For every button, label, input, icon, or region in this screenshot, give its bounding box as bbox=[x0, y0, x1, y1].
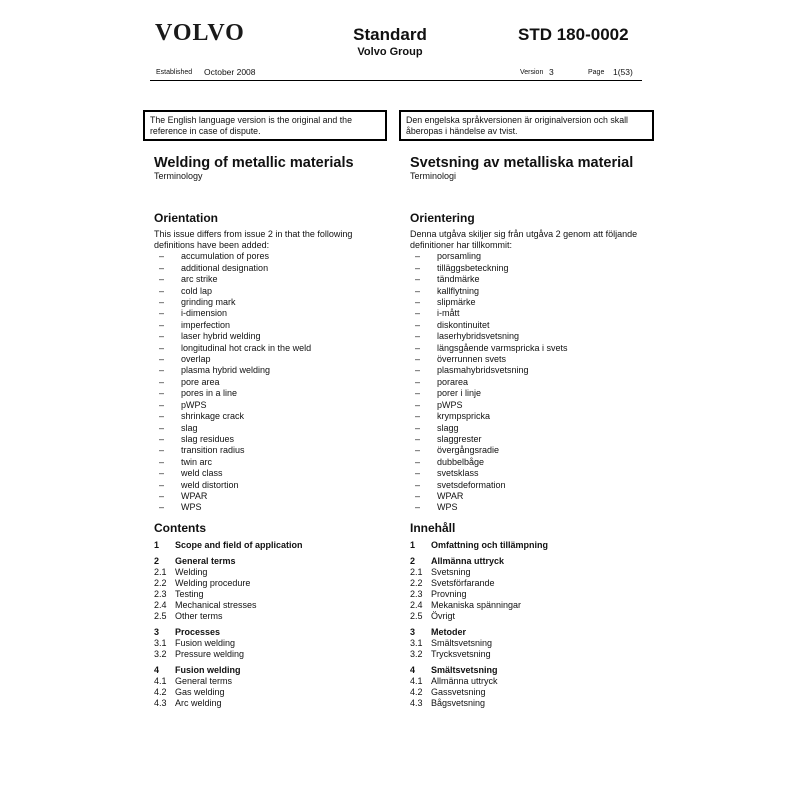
toc-section bbox=[410, 665, 650, 676]
term-list-item: – pWPS bbox=[410, 400, 650, 411]
toc-subsection bbox=[410, 687, 650, 698]
notice-box-en bbox=[143, 110, 387, 141]
term-list-item: – twin arc bbox=[154, 457, 394, 468]
toc-number: 2.4 bbox=[410, 599, 423, 610]
toc-number: 4.1 bbox=[410, 675, 423, 686]
table-of-contents-sv bbox=[410, 540, 650, 709]
orientation-text-sv: Denna utgåva skiljer sig från utgåva 2 genom att följande definitioner har tillkommit: bbox=[410, 229, 638, 251]
toc-number: 2.2 bbox=[410, 577, 423, 588]
orientation-heading-sv: Orientering bbox=[410, 211, 475, 225]
toc-label: Provning bbox=[431, 588, 467, 599]
term-list-item: – additional designation bbox=[154, 263, 394, 274]
toc-label: Gassvetsning bbox=[431, 686, 486, 697]
term-list-item: – grinding mark bbox=[154, 297, 394, 308]
page-label: Page bbox=[588, 69, 605, 76]
toc-label: Processes bbox=[175, 626, 221, 637]
toc-subsection bbox=[154, 589, 394, 600]
added-terms-list bbox=[154, 251, 394, 513]
toc-subsection bbox=[154, 676, 394, 687]
table-of-contents bbox=[154, 540, 394, 709]
term-list-item: – porer i linje bbox=[410, 388, 650, 399]
toc-label: Arc welding bbox=[175, 697, 222, 708]
toc-section bbox=[154, 556, 394, 567]
orientation-text: This issue differs from issue 2 in that the following definitions have been added: bbox=[154, 229, 353, 251]
document-title: Welding of metallic materials bbox=[154, 155, 354, 171]
toc-subsection bbox=[154, 567, 394, 578]
term-list-item: – shrinkage crack bbox=[154, 411, 394, 422]
toc-label: Welding procedure bbox=[175, 577, 251, 588]
page-value: 1(53) bbox=[613, 67, 633, 77]
term-list-item: – accumulation of pores bbox=[154, 251, 394, 262]
term-list-item: – pore area bbox=[154, 377, 394, 388]
term-list-item: – cold lap bbox=[154, 286, 394, 297]
toc-number: 2 bbox=[154, 555, 160, 566]
toc-label: Other terms bbox=[175, 610, 223, 621]
toc-label: Fusion welding bbox=[175, 637, 236, 648]
toc-section bbox=[154, 627, 394, 638]
term-list-item: – svetsdeformation bbox=[410, 480, 650, 491]
toc-number: 4.2 bbox=[410, 686, 423, 697]
toc-subsection bbox=[410, 600, 650, 611]
header-divider bbox=[150, 80, 642, 81]
toc-label: Gas welding bbox=[175, 686, 225, 697]
toc-number: 4.2 bbox=[154, 686, 167, 697]
toc-label: Trycksvetsning bbox=[431, 648, 491, 659]
toc-number: 3.1 bbox=[154, 637, 167, 648]
toc-label: Svetsning bbox=[431, 566, 471, 577]
term-list-item: – slagg bbox=[410, 423, 650, 434]
term-list-item: – imperfection bbox=[154, 320, 394, 331]
toc-label: Scope and field of application bbox=[175, 539, 303, 550]
term-list-item: – arc strike bbox=[154, 274, 394, 285]
term-list-item: – i-mått bbox=[410, 308, 650, 319]
toc-number: 3.2 bbox=[154, 648, 167, 659]
term-list-item: – tändmärke bbox=[410, 274, 650, 285]
toc-number: 3.2 bbox=[410, 648, 423, 659]
toc-number: 2.3 bbox=[154, 588, 167, 599]
toc-label: Pressure welding bbox=[175, 648, 245, 659]
toc-number: 3 bbox=[154, 626, 160, 637]
toc-number: 2.3 bbox=[410, 588, 423, 599]
toc-number: 2.5 bbox=[154, 610, 167, 621]
toc-subsection bbox=[410, 578, 650, 589]
term-list-item: – slag residues bbox=[154, 434, 394, 445]
toc-number: 2 bbox=[410, 555, 416, 566]
toc-subsection bbox=[154, 638, 394, 649]
document-subtitle: Terminology bbox=[154, 171, 203, 181]
term-list-item: – WPAR bbox=[154, 491, 394, 502]
toc-number: 4.1 bbox=[154, 675, 167, 686]
term-list-item: – diskontinuitet bbox=[410, 320, 650, 331]
toc-subsection bbox=[410, 676, 650, 687]
term-list-item: – WPS bbox=[154, 502, 394, 513]
toc-number: 3 bbox=[410, 626, 416, 637]
volvo-logo: VOLVO bbox=[155, 20, 245, 46]
toc-label: General terms bbox=[175, 675, 233, 686]
term-list-item: – WPS bbox=[410, 502, 650, 513]
term-list-item: – slaggrester bbox=[410, 434, 650, 445]
toc-number: 4.3 bbox=[154, 697, 167, 708]
established-label: Established bbox=[156, 69, 193, 76]
toc-subsection bbox=[410, 567, 650, 578]
toc-number: 1 bbox=[154, 539, 160, 550]
term-list-item: – plasmahybridsvetsning bbox=[410, 365, 650, 376]
notice-text-sv: Den engelska språkversionen är originalversion och skall åberopas i händelse av tvist. bbox=[406, 115, 628, 136]
term-list-item: – i-dimension bbox=[154, 308, 394, 319]
term-list-item: – weld distortion bbox=[154, 480, 394, 491]
toc-section bbox=[410, 627, 650, 638]
toc-label: Övrigt bbox=[431, 610, 456, 621]
term-list-item: – överrunnen svets bbox=[410, 354, 650, 365]
toc-subsection bbox=[410, 589, 650, 600]
term-list-item: – WPAR bbox=[410, 491, 650, 502]
toc-number: 2.1 bbox=[410, 566, 423, 577]
toc-label: Welding bbox=[175, 566, 208, 577]
term-list-item: – transition radius bbox=[154, 445, 394, 456]
document-type: Standard bbox=[353, 25, 427, 44]
term-list-item: – tilläggsbeteckning bbox=[410, 263, 650, 274]
toc-subsection bbox=[410, 649, 650, 660]
contents-heading-sv: Innehåll bbox=[410, 520, 456, 535]
term-list-item: – svetsklass bbox=[410, 468, 650, 479]
toc-number: 2.2 bbox=[154, 577, 167, 588]
term-list-item: – laser hybrid welding bbox=[154, 331, 394, 342]
toc-subsection bbox=[154, 578, 394, 589]
document-subtitle-sv: Terminologi bbox=[410, 171, 457, 181]
added-terms-list-sv bbox=[410, 251, 650, 513]
term-list-item: – pWPS bbox=[154, 400, 394, 411]
toc-number: 3.1 bbox=[410, 637, 423, 648]
toc-subsection bbox=[154, 611, 394, 622]
orientation-heading: Orientation bbox=[154, 211, 219, 225]
notice-text-en: The English language version is the original and the reference in case of dispute. bbox=[150, 115, 352, 136]
established-date: October 2008 bbox=[204, 67, 256, 77]
term-list-item: – krympspricka bbox=[410, 411, 650, 422]
toc-subsection bbox=[154, 698, 394, 709]
document-title-sv: Svetsning av metalliska material bbox=[410, 155, 634, 171]
toc-label: Allmänna uttryck bbox=[431, 555, 505, 566]
toc-subsection bbox=[410, 638, 650, 649]
document-number: STD 180-0002 bbox=[518, 25, 629, 44]
term-list-item: – dubbelbåge bbox=[410, 457, 650, 468]
toc-number: 1 bbox=[410, 539, 416, 550]
term-list-item: – kallflytning bbox=[410, 286, 650, 297]
term-list-item: – övergångsradie bbox=[410, 445, 650, 456]
toc-subsection bbox=[410, 611, 650, 622]
toc-label: Omfattning och tillämpning bbox=[431, 539, 548, 550]
toc-label: Smältsvetsning bbox=[431, 637, 493, 648]
toc-label: Fusion welding bbox=[175, 664, 241, 675]
toc-number: 4.3 bbox=[410, 697, 423, 708]
toc-subsection bbox=[154, 649, 394, 660]
toc-subsection bbox=[410, 698, 650, 709]
contents-heading: Contents bbox=[154, 520, 206, 535]
term-list-item: – longitudinal hot crack in the weld bbox=[154, 343, 394, 354]
term-list-item: – plasma hybrid welding bbox=[154, 365, 394, 376]
term-list-item: – laserhybridsvetsning bbox=[410, 331, 650, 342]
toc-label: Mekaniska spänningar bbox=[431, 599, 522, 610]
term-list-item: – overlap bbox=[154, 354, 394, 365]
toc-label: Testing bbox=[175, 588, 204, 599]
toc-number: 4 bbox=[154, 664, 160, 675]
toc-section bbox=[154, 665, 394, 676]
document-group: Volvo Group bbox=[357, 46, 423, 58]
notice-box-sv bbox=[399, 110, 654, 141]
toc-section bbox=[410, 556, 650, 567]
toc-label: Smältsvetsning bbox=[431, 664, 498, 675]
term-list-item: – weld class bbox=[154, 468, 394, 479]
toc-label: Allmänna uttryck bbox=[431, 675, 498, 686]
term-list-item: – pores in a line bbox=[154, 388, 394, 399]
toc-label: General terms bbox=[175, 555, 236, 566]
toc-label: Metoder bbox=[431, 626, 467, 637]
swedish-column bbox=[410, 155, 650, 709]
term-list-item: – längsgående varmspricka i svets bbox=[410, 343, 650, 354]
term-list-item: – slipmärke bbox=[410, 297, 650, 308]
toc-label: Mechanical stresses bbox=[175, 599, 257, 610]
term-list-item: – porsamling bbox=[410, 251, 650, 262]
version-label: Version bbox=[520, 69, 544, 76]
toc-subsection bbox=[154, 687, 394, 698]
term-list-item: – porarea bbox=[410, 377, 650, 388]
toc-label: Bågsvetsning bbox=[431, 697, 486, 708]
toc-number: 2.4 bbox=[154, 599, 167, 610]
version-value: 3 bbox=[549, 67, 554, 77]
toc-subsection bbox=[154, 600, 394, 611]
toc-number: 4 bbox=[410, 664, 416, 675]
english-column bbox=[154, 155, 394, 709]
toc-section bbox=[410, 540, 650, 551]
toc-number: 2.5 bbox=[410, 610, 423, 621]
term-list-item: – slag bbox=[154, 423, 394, 434]
toc-label: Svetsförfarande bbox=[431, 577, 495, 588]
toc-section bbox=[154, 540, 394, 551]
toc-number: 2.1 bbox=[154, 566, 167, 577]
